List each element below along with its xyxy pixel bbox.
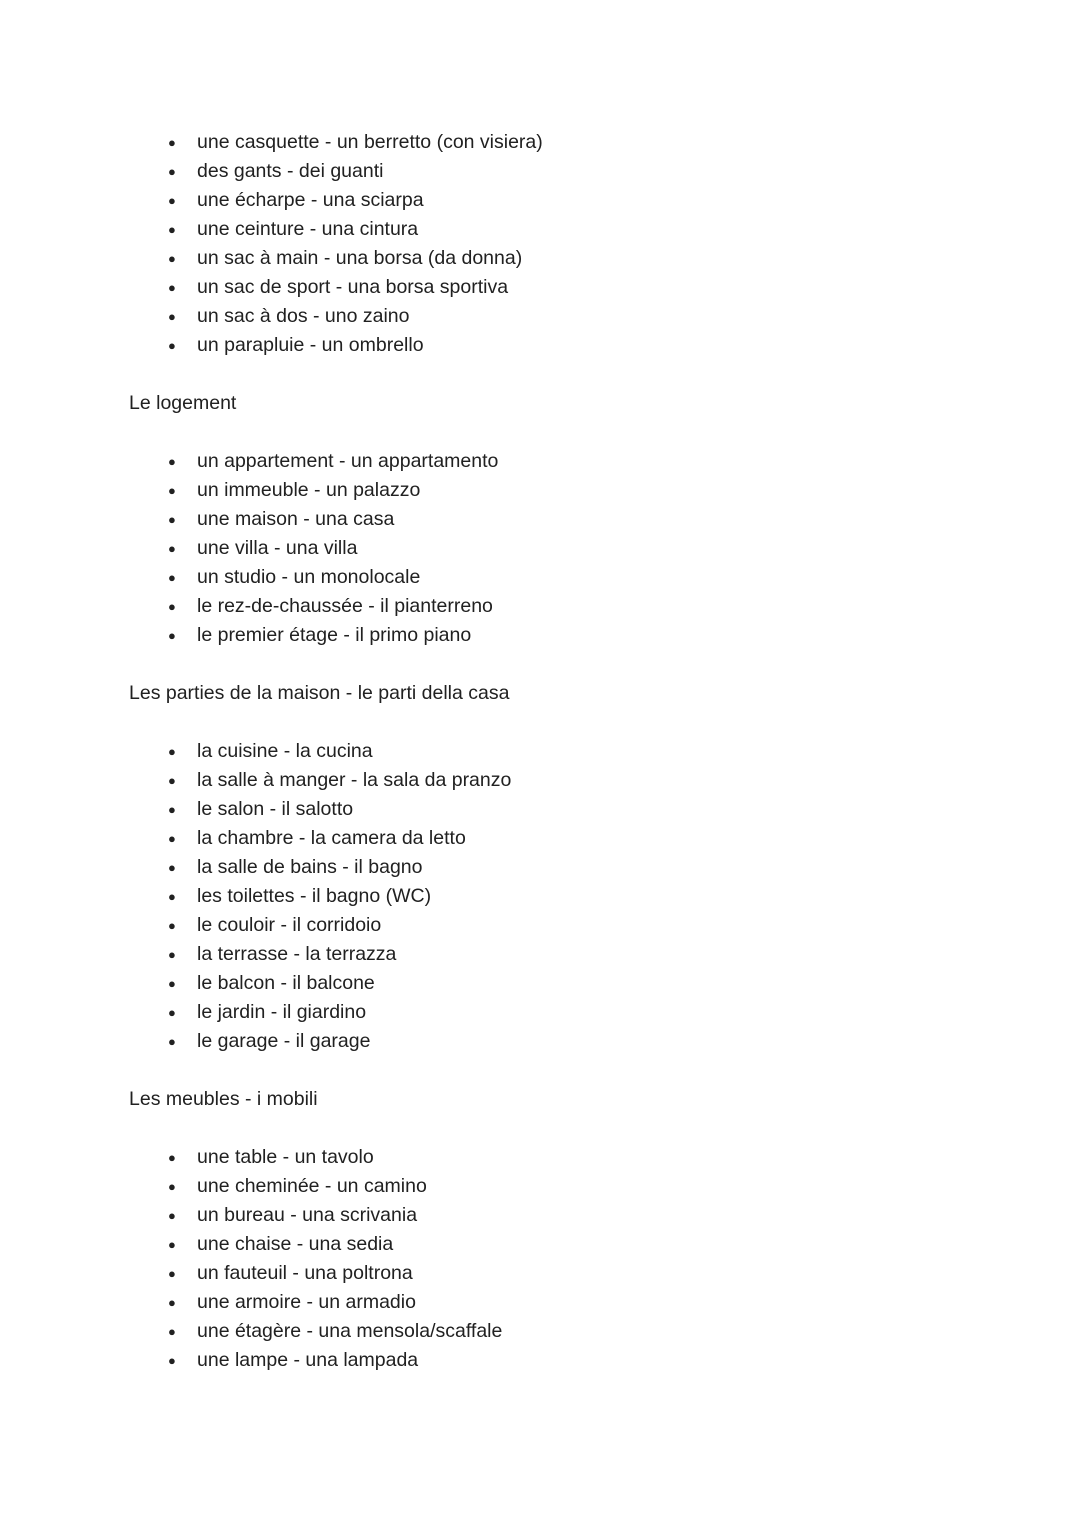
list-item-text: une cheminée - un camino	[197, 1175, 427, 1197]
bullet-icon: ●	[168, 802, 176, 817]
list-item	[168, 534, 1080, 563]
bullet-icon: ●	[168, 135, 176, 150]
list-item-text: une villa - una villa	[197, 537, 358, 559]
list-item	[168, 302, 1080, 331]
list-item	[168, 824, 1080, 853]
list-item-text: un sac à dos - uno zaino	[197, 305, 410, 327]
bullet-icon: ●	[168, 773, 176, 788]
list-item	[168, 1346, 1080, 1375]
bullet-icon: ●	[168, 164, 176, 179]
list-item-text: le premier étage - il primo piano	[197, 624, 472, 646]
section-heading: Les meubles - i mobili	[129, 1088, 318, 1110]
list-item	[168, 1201, 1080, 1230]
list-item	[168, 853, 1080, 882]
list-item-text: des gants - dei guanti	[197, 160, 384, 182]
list-item	[168, 1317, 1080, 1346]
list-item-text: une ceinture - una cintura	[197, 218, 419, 240]
bullet-icon: ●	[168, 889, 176, 904]
list-item	[168, 157, 1080, 186]
bullet-icon: ●	[168, 976, 176, 991]
list-item	[168, 331, 1080, 360]
list-item-text: le couloir - il corridoio	[197, 914, 382, 936]
list-item	[168, 215, 1080, 244]
list-item	[168, 1172, 1080, 1201]
list-item-text: le rez-de-chaussée - il pianterreno	[197, 595, 493, 617]
list-item	[168, 1288, 1080, 1317]
list-item	[168, 940, 1080, 969]
bullet-icon: ●	[168, 222, 176, 237]
list-item	[168, 1230, 1080, 1259]
list-item-text: la salle à manger - la sala da pranzo	[197, 769, 512, 791]
list-item	[168, 1259, 1080, 1288]
list-item-text: une table - un tavolo	[197, 1146, 374, 1168]
list-item	[168, 563, 1080, 592]
bullet-icon: ●	[168, 918, 176, 933]
list-item-text: le salon - il salotto	[197, 798, 354, 820]
list-item-text: le garage - il garage	[197, 1030, 371, 1052]
bullet-icon: ●	[168, 193, 176, 208]
list-item-text: une écharpe - una sciarpa	[197, 189, 424, 211]
bullet-icon: ●	[168, 599, 176, 614]
bullet-icon: ●	[168, 1266, 176, 1281]
bullet-icon: ●	[168, 1208, 176, 1223]
bullet-icon: ●	[168, 570, 176, 585]
bullet-icon: ●	[168, 541, 176, 556]
list-item-text: un fauteuil - una poltrona	[197, 1262, 413, 1284]
list-item-text: la cuisine - la cucina	[197, 740, 373, 762]
list-item-text: une armoire - un armadio	[197, 1291, 416, 1313]
list-item	[168, 882, 1080, 911]
list-item	[168, 1027, 1080, 1056]
section-heading: Le logement	[129, 392, 237, 414]
list-item-text: la terrasse - la terrazza	[197, 943, 397, 965]
list-item	[168, 737, 1080, 766]
list-item	[168, 186, 1080, 215]
list-item	[168, 476, 1080, 505]
list-item-text: un bureau - una scrivania	[197, 1204, 418, 1226]
vocab-list	[0, 128, 1080, 360]
list-item	[168, 969, 1080, 998]
list-item-text: une étagère - una mensola/scaffale	[197, 1320, 503, 1342]
list-item	[168, 766, 1080, 795]
vocab-list	[0, 447, 1080, 650]
list-item	[168, 244, 1080, 273]
list-item-text: un immeuble - un palazzo	[197, 479, 421, 501]
list-item-text: les toilettes - il bagno (WC)	[197, 885, 432, 907]
bullet-icon: ●	[168, 1353, 176, 1368]
list-item-text: le balcon - il balcone	[197, 972, 375, 994]
bullet-icon: ●	[168, 1237, 176, 1252]
bullet-icon: ●	[168, 628, 176, 643]
bullet-icon: ●	[168, 1034, 176, 1049]
list-item	[168, 998, 1080, 1027]
bullet-icon: ●	[168, 280, 176, 295]
list-item	[168, 592, 1080, 621]
bullet-icon: ●	[168, 251, 176, 266]
vocab-list	[0, 1143, 1080, 1375]
list-item-text: le jardin - il giardino	[197, 1001, 367, 1023]
bullet-icon: ●	[168, 338, 176, 353]
list-item-text: une casquette - un berretto (con visiera)	[197, 131, 543, 153]
list-item	[168, 273, 1080, 302]
list-item-text: une maison - una casa	[197, 508, 395, 530]
list-item	[168, 911, 1080, 940]
list-item-text: un parapluie - un ombrello	[197, 334, 424, 356]
list-item	[168, 1143, 1080, 1172]
bullet-icon: ●	[168, 947, 176, 962]
bullet-icon: ●	[168, 483, 176, 498]
list-item-text: un studio - un monolocale	[197, 566, 421, 588]
list-item	[168, 621, 1080, 650]
bullet-icon: ●	[168, 1295, 176, 1310]
bullet-icon: ●	[168, 512, 176, 527]
section-heading: Les parties de la maison - le parti della casa	[129, 682, 510, 704]
list-item-text: un appartement - un appartamento	[197, 450, 499, 472]
bullet-icon: ●	[168, 309, 176, 324]
list-item	[168, 795, 1080, 824]
list-item-text: la chambre - la camera da letto	[197, 827, 466, 849]
vocab-list	[0, 737, 1080, 1056]
list-item-text: une lampe - una lampada	[197, 1349, 419, 1371]
list-item-text: un sac de sport - una borsa sportiva	[197, 276, 509, 298]
list-item-text: la salle de bains - il bagno	[197, 856, 423, 878]
bullet-icon: ●	[168, 1179, 176, 1194]
bullet-icon: ●	[168, 831, 176, 846]
bullet-icon: ●	[168, 454, 176, 469]
list-item	[168, 128, 1080, 157]
sections-root	[0, 128, 1080, 1375]
list-item-text: une chaise - una sedia	[197, 1233, 394, 1255]
list-item	[168, 505, 1080, 534]
bullet-icon: ●	[168, 1005, 176, 1020]
bullet-icon: ●	[168, 860, 176, 875]
list-item	[168, 447, 1080, 476]
bullet-icon: ●	[168, 1324, 176, 1339]
bullet-icon: ●	[168, 744, 176, 759]
list-item-text: un sac à main - una borsa (da donna)	[197, 247, 523, 269]
bullet-icon: ●	[168, 1150, 176, 1165]
